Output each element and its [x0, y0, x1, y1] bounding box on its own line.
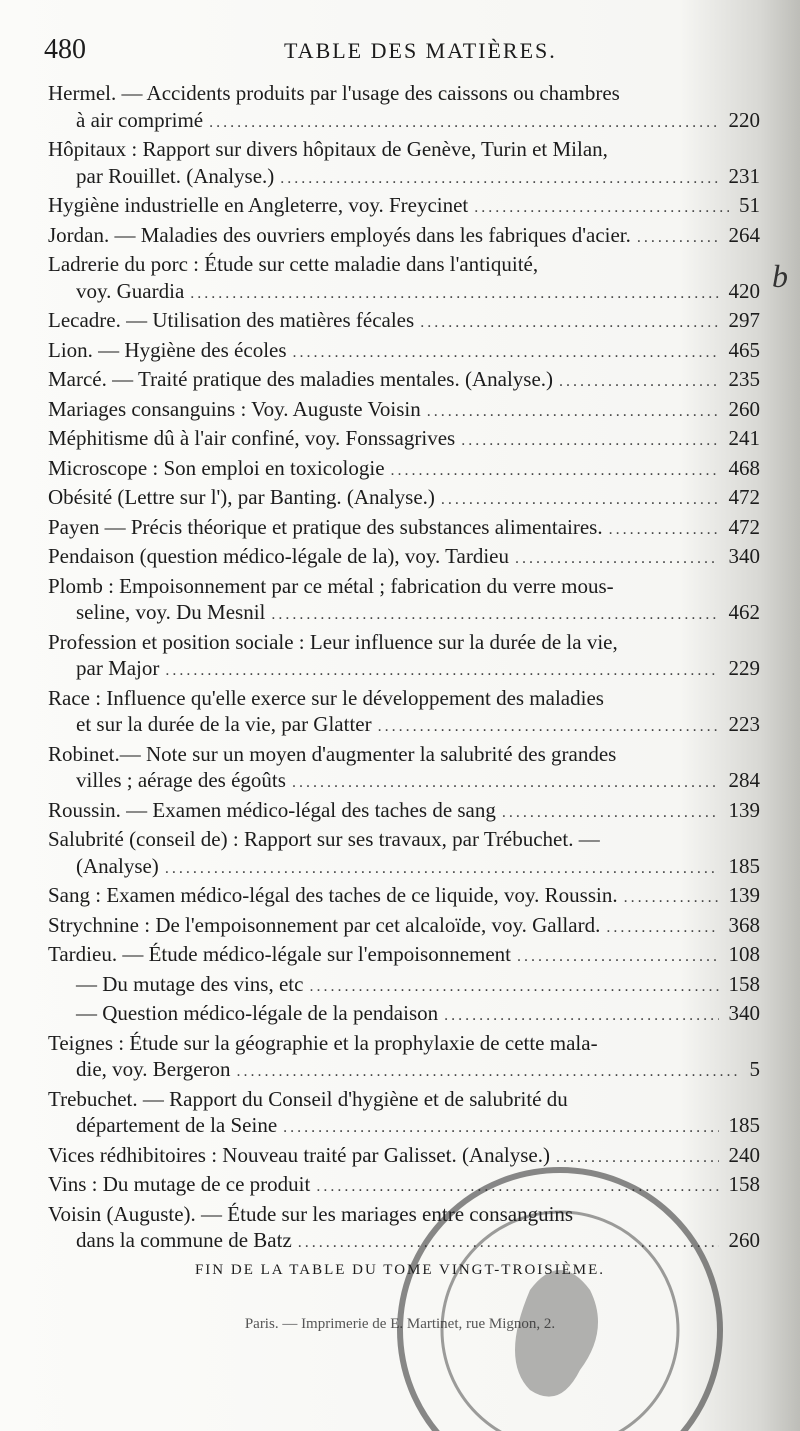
entry-line	[48, 573, 760, 600]
dot-leader	[283, 1115, 718, 1142]
entry-text: villes ; aérage des égoûts	[76, 768, 286, 792]
entry-text: Salubrité (conseil de) : Rapport sur ses travaux, par Trébuchet. —	[48, 827, 600, 851]
dot-leader	[420, 310, 718, 337]
index-entry	[48, 307, 760, 337]
index-entry	[48, 629, 760, 685]
entry-page-number: 472	[728, 514, 760, 539]
entry-page-number: 260	[728, 396, 760, 421]
index-entry	[48, 1086, 760, 1142]
entry-page-number: 229	[728, 656, 760, 680]
dot-leader	[637, 225, 719, 252]
entry-text: Microscope : Son emploi en toxicologie	[48, 455, 385, 480]
entry-line	[48, 599, 760, 629]
entry-line	[48, 1112, 760, 1142]
entry-text: Plomb : Empoisonnement par ce métal ; fabrication du verre mous-	[48, 573, 614, 598]
index-entry	[48, 573, 760, 629]
entry-line	[48, 80, 760, 107]
entry-line	[48, 767, 760, 797]
index-entry	[48, 882, 760, 912]
entry-line	[48, 941, 760, 971]
index-entry	[48, 685, 760, 741]
entry-line	[48, 797, 760, 827]
entry-page-number: 223	[728, 712, 760, 736]
dot-leader	[441, 487, 719, 514]
entry-line	[48, 971, 760, 1001]
entry-page-number: 185	[728, 853, 760, 878]
index-entry	[48, 396, 760, 426]
index-entry	[48, 912, 760, 942]
entry-page-number: 340	[728, 1001, 760, 1025]
entry-text: et sur la durée de la vie, par Glatter	[76, 712, 372, 736]
index-entry	[48, 192, 760, 222]
entry-page-number: 368	[728, 912, 760, 937]
index-entry	[48, 425, 760, 455]
printer-imprint: Paris. — Imprimerie de E. Martinet, rue Mignon, 2.	[244, 1316, 556, 1332]
entry-line	[48, 484, 760, 514]
entry-text: Strychnine : De l'empoisonnement par cet alcaloïde, voy. Gallard.	[48, 912, 601, 937]
entry-line	[48, 514, 760, 544]
index-entry	[48, 971, 760, 1001]
dot-leader	[624, 885, 719, 912]
entry-text: Race : Influence qu'elle exerce sur le développement des maladies	[48, 685, 604, 710]
entry-page-number: 468	[728, 455, 760, 480]
index-entry	[48, 136, 760, 192]
margin-handwritten-mark: b	[772, 258, 788, 294]
entry-line	[48, 366, 760, 396]
dot-leader	[237, 1059, 740, 1086]
dot-leader	[378, 714, 719, 741]
entry-line	[48, 882, 760, 912]
dot-leader	[190, 281, 718, 308]
entry-line	[48, 711, 760, 741]
entry-line	[48, 1086, 760, 1113]
entry-text: voy. Guardia	[76, 278, 185, 303]
entry-page-number: 158	[728, 1172, 760, 1196]
entry-text: die, voy. Bergeron	[76, 1057, 231, 1081]
index-entry	[48, 484, 760, 514]
dot-leader	[559, 369, 718, 396]
entry-page-number: 139	[728, 797, 760, 822]
entry-line	[48, 853, 760, 883]
entry-text: par Major	[76, 656, 160, 680]
entry-text: dans la commune de Batz	[76, 1228, 292, 1252]
dot-leader	[271, 602, 718, 629]
dot-leader	[461, 428, 718, 455]
entry-text: — Du mutage des vins, etc	[76, 971, 304, 996]
index-entry	[48, 941, 760, 971]
entry-text: à air comprimé	[76, 107, 204, 132]
entry-text: Mariages consanguins : Voy. Auguste Voisin	[48, 396, 421, 421]
entry-text: département de la Seine	[76, 1113, 278, 1137]
index-entry	[48, 80, 760, 136]
entry-line	[48, 1056, 760, 1086]
entry-text: Roussin. — Examen médico-légal des taches de sang	[48, 797, 496, 822]
index-entry	[48, 514, 760, 544]
dot-leader	[165, 658, 718, 685]
entry-page-number: 139	[728, 883, 760, 907]
dot-leader	[474, 195, 729, 222]
dot-leader	[280, 166, 718, 193]
index-entry	[48, 797, 760, 827]
entry-page-number: 51	[739, 193, 760, 217]
dot-leader	[309, 974, 718, 1001]
entry-text: Payen — Précis théorique et pratique des substances alimentaires.	[48, 514, 603, 539]
entry-page-number: 108	[728, 942, 760, 966]
entry-text: Marcé. — Traité pratique des maladies mentales. (Analyse.)	[48, 367, 554, 391]
index-entry	[48, 826, 760, 882]
entry-text: Lion. — Hygiène des écoles	[48, 337, 287, 362]
entry-page-number: 297	[728, 308, 760, 332]
entry-line	[48, 136, 760, 163]
entry-line	[48, 278, 760, 308]
index-entry	[48, 251, 760, 307]
entry-text: Ladrerie du porc : Étude sur cette maladie dans l'antiquité,	[48, 252, 539, 276]
index-entry	[48, 366, 760, 396]
dot-leader	[427, 399, 719, 426]
entry-line	[48, 396, 760, 426]
entry-page-number: 264	[728, 222, 760, 247]
entry-text: Hôpitaux : Rapport sur divers hôpitaux de Genève, Turin et Milan,	[48, 137, 608, 161]
entry-text: Méphitisme dû à l'air confiné, voy. Fonssagrives	[48, 426, 456, 450]
dot-leader	[609, 517, 719, 544]
entry-text: Obésité (Lettre sur l'), par Banting. (Analyse.)	[48, 485, 435, 509]
entry-line	[48, 629, 760, 656]
entry-page-number: 158	[728, 971, 760, 996]
index-entry	[48, 543, 760, 573]
dot-leader	[165, 856, 719, 883]
entry-line	[48, 163, 760, 193]
entry-text: Lecadre. — Utilisation des matières fécales	[48, 308, 415, 332]
entry-line	[48, 685, 760, 712]
dot-leader	[606, 915, 718, 942]
entry-text: Vins : Du mutage de ce produit	[48, 1172, 311, 1196]
entry-page-number: 284	[728, 768, 760, 792]
dot-leader	[292, 770, 719, 797]
index-entry	[48, 222, 760, 252]
index-entry	[48, 337, 760, 367]
entry-line	[48, 655, 760, 685]
entry-text: Pendaison (question médico-légale de la), voy. Tardieu	[48, 544, 509, 568]
entry-text: Voisin (Auguste). — Étude sur les mariages entre consanguins	[48, 1201, 574, 1226]
entry-page-number: 220	[728, 107, 760, 132]
dot-leader	[293, 340, 719, 367]
dot-leader	[502, 800, 719, 827]
index-entry	[48, 1000, 760, 1030]
running-title: TABLE DES MATIÈRES.	[284, 38, 557, 63]
dot-leader	[391, 458, 719, 485]
index-entry	[48, 741, 760, 797]
entry-text: Hygiène industrielle en Angleterre, voy. Freycinet	[48, 193, 469, 217]
entry-text: Trebuchet. — Rapport du Conseil d'hygiène et de salubrité du	[48, 1086, 568, 1111]
entry-line	[48, 192, 760, 222]
entry-line	[48, 543, 760, 573]
entry-page-number: 420	[728, 278, 760, 303]
page-number: 480	[44, 34, 86, 65]
entry-line	[48, 912, 760, 942]
entry-line	[48, 307, 760, 337]
dot-leader	[515, 546, 719, 573]
entry-text: Robinet.— Note sur un moyen d'augmenter la salubrité des grandes	[48, 741, 617, 766]
dot-leader	[517, 944, 718, 971]
entry-line	[48, 826, 760, 853]
entry-page-number: 260	[728, 1228, 760, 1252]
entry-text: Profession et position sociale : Leur influence sur la durée de la vie,	[48, 629, 618, 654]
entry-line	[48, 741, 760, 768]
entry-page-number: 472	[728, 485, 760, 509]
dot-leader	[444, 1003, 718, 1030]
end-of-table-line: FIN DE LA TABLE DU TOME VINGT-TROISIÈME.	[194, 1262, 606, 1278]
entry-line	[48, 455, 760, 485]
entry-text: seline, voy. Du Mesnil	[76, 600, 266, 624]
dot-leader	[209, 110, 718, 137]
index-entries	[48, 80, 760, 1257]
page-header	[44, 34, 744, 74]
entry-text: Teignes : Étude sur la géographie et la prophylaxie de cette mala-	[48, 1030, 598, 1055]
entry-line	[48, 337, 760, 367]
entry-text: Hermel. — Accidents produits par l'usage des caissons ou chambres	[48, 81, 620, 105]
entry-line	[48, 1000, 760, 1030]
entry-page-number: 465	[728, 337, 760, 362]
entry-page-number: 340	[728, 544, 760, 568]
entry-text: par Rouillet. (Analyse.)	[76, 163, 275, 188]
entry-text: Tardieu. — Étude médico-légale sur l'empoisonnement	[48, 942, 512, 966]
index-entry	[48, 1030, 760, 1086]
entry-page-number: 240	[728, 1142, 760, 1167]
entry-text: Jordan. — Maladies des ouvriers employés dans les fabriques d'acier.	[48, 222, 631, 247]
index-entry	[48, 455, 760, 485]
entry-text: (Analyse)	[76, 853, 159, 878]
entry-line	[48, 251, 760, 278]
entry-page-number: 185	[728, 1113, 760, 1137]
entry-page-number: 235	[728, 367, 760, 391]
entry-page-number: 5	[749, 1057, 760, 1081]
entry-line	[48, 1030, 760, 1057]
library-stamp-icon	[380, 1150, 740, 1431]
entry-text: Sang : Examen médico-légal des taches de ce liquide, voy. Roussin.	[48, 883, 618, 907]
entry-text: — Question médico-légale de la pendaison	[76, 1001, 439, 1025]
entry-line	[48, 425, 760, 455]
entry-text: Vices rédhibitoires : Nouveau traité par Galisset. (Analyse.)	[48, 1142, 550, 1167]
entry-line	[48, 107, 760, 137]
entry-line	[48, 222, 760, 252]
entry-page-number: 231	[728, 163, 760, 188]
entry-page-number: 241	[728, 426, 760, 450]
entry-page-number: 462	[728, 600, 760, 624]
